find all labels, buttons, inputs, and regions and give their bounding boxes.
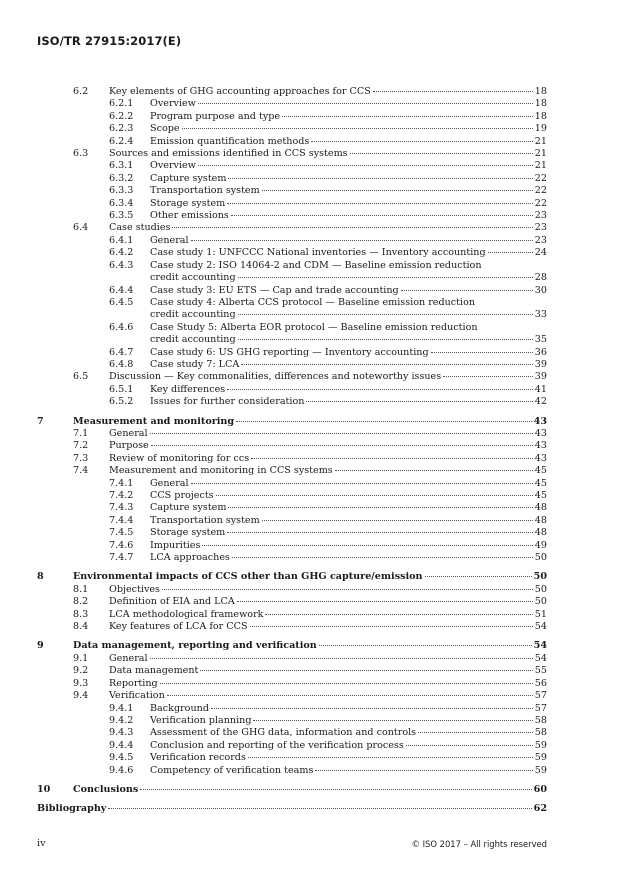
- dot-leader: [250, 626, 533, 627]
- toc-entry-page: 58: [534, 727, 547, 739]
- toc-entry-title: Verification: [109, 690, 165, 702]
- toc-entry-number: 7.1: [73, 427, 89, 439]
- toc-entry-page: 45: [534, 465, 547, 477]
- toc-entry-number: 6.2.4: [109, 135, 134, 147]
- dot-leader: [488, 252, 533, 253]
- dot-leader: [431, 352, 533, 353]
- toc-entry[interactable]: [37, 222, 547, 234]
- toc-entry-title: Scope: [150, 123, 180, 135]
- toc-entry-title: General: [109, 652, 148, 664]
- toc-entry-number: 6.2.2: [109, 110, 134, 122]
- dot-leader: [418, 732, 533, 733]
- toc-entry[interactable]: [37, 416, 547, 428]
- toc-entry[interactable]: [37, 247, 547, 259]
- toc-entry[interactable]: [37, 784, 547, 796]
- toc-entry-number: 8.3: [73, 608, 89, 620]
- toc-entry-page: 56: [534, 677, 547, 689]
- toc-entry[interactable]: [37, 752, 547, 764]
- toc-entry-number: 6.3.4: [109, 197, 134, 209]
- toc-entry-page: 48: [534, 502, 547, 514]
- toc-entry-page: 18: [534, 110, 547, 122]
- toc-entry[interactable]: [37, 727, 547, 739]
- toc-entry-title: Conclusion and reporting of the verification process: [150, 739, 404, 751]
- dot-leader: [211, 708, 533, 709]
- toc-entry-title: Case study 6: US GHG reporting — Inventory accounting: [150, 346, 429, 358]
- toc-entry[interactable]: [37, 740, 547, 752]
- toc-entry[interactable]: [37, 653, 547, 665]
- toc-entry[interactable]: [37, 322, 547, 347]
- toc-entry-number: 6.5: [73, 371, 89, 383]
- toc-entry-page: 41: [534, 383, 547, 395]
- dot-leader: [191, 240, 533, 241]
- dot-leader: [232, 557, 533, 558]
- dot-leader: [282, 116, 533, 117]
- dot-leader: [315, 770, 532, 771]
- toc-entry[interactable]: [37, 540, 547, 552]
- toc-entry-number: 9.4.6: [109, 764, 134, 776]
- toc-entry[interactable]: [37, 198, 547, 210]
- toc-entry-title: Measurement and monitoring in CCS systems: [109, 465, 333, 477]
- toc-entry[interactable]: [37, 584, 547, 596]
- dot-leader: [373, 91, 533, 92]
- toc-entry-page: 45: [534, 477, 547, 489]
- toc-entry-title: Environmental impacts of CCS other than GHG capture/emission: [73, 571, 423, 583]
- toc-entry-page: 35: [534, 334, 547, 346]
- toc-entry-number: 9.4: [73, 690, 89, 702]
- toc-entry-number: 6.4.5: [109, 296, 134, 308]
- dot-leader: [216, 495, 533, 496]
- toc-entry-page: 43: [534, 440, 547, 452]
- toc-entry-page: 24: [534, 247, 547, 259]
- toc-entry[interactable]: [37, 640, 547, 652]
- toc-entry-title: Storage system: [150, 197, 226, 209]
- toc-entry-title: credit accounting: [150, 309, 236, 321]
- dot-leader: [191, 483, 533, 484]
- toc-entry-number: 6.3.2: [109, 172, 134, 184]
- toc-entry-number: 7.2: [73, 440, 89, 452]
- toc-entry[interactable]: [37, 527, 547, 539]
- toc-entry-number: 9.4.1: [109, 702, 134, 714]
- dot-leader: [319, 645, 532, 646]
- toc-entry-page: 28: [534, 272, 547, 284]
- toc-entry[interactable]: [37, 396, 547, 408]
- dot-leader: [172, 227, 532, 228]
- toc-entry-page: 22: [534, 172, 547, 184]
- toc-entry[interactable]: [37, 515, 547, 527]
- toc-entry-page: 36: [534, 346, 547, 358]
- toc-entry-page: 23: [534, 210, 547, 222]
- toc-entry-page: 22: [534, 197, 547, 209]
- toc-entry-title: Overview: [150, 98, 196, 110]
- toc-entry-page: 43: [534, 452, 547, 464]
- toc-entry-page: 62: [533, 803, 547, 815]
- dot-leader: [248, 757, 533, 758]
- dot-leader: [251, 458, 533, 459]
- toc-entry-page: 18: [534, 98, 547, 110]
- toc-entry[interactable]: [37, 715, 547, 727]
- toc-entry-title: Case study 3: EU ETS — Cap and trade accounting: [150, 284, 399, 296]
- toc-entry[interactable]: [37, 359, 547, 371]
- toc-entry[interactable]: [37, 297, 547, 322]
- dot-leader: [151, 445, 533, 446]
- dot-leader: [198, 165, 533, 166]
- toc-entry-title: Verification records: [150, 752, 246, 764]
- toc-entry-page: 21: [534, 135, 547, 147]
- toc-entry-page: 50: [534, 596, 547, 608]
- dot-leader: [227, 389, 533, 390]
- toc-entry-page: 22: [534, 185, 547, 197]
- toc-entry[interactable]: [37, 765, 547, 777]
- dot-leader: [160, 683, 533, 684]
- dot-leader: [262, 520, 533, 521]
- toc-entry-number: 10: [37, 783, 51, 795]
- toc-entry-title: credit accounting: [150, 334, 236, 346]
- dot-leader: [167, 695, 533, 696]
- toc-entry-number: 8.2: [73, 596, 89, 608]
- toc-entry-number: 6.3: [73, 148, 89, 160]
- toc-entry-title: Impurities: [150, 539, 201, 551]
- toc-entry-page: 50: [533, 571, 547, 583]
- dot-leader: [228, 507, 532, 508]
- toc-entry-number: 6.4.8: [109, 358, 134, 370]
- toc-entry-number: 6.2.3: [109, 123, 134, 135]
- toc-entry[interactable]: [37, 371, 547, 383]
- toc-entry-number: 7.4.2: [109, 490, 134, 501]
- toc-entry[interactable]: [37, 173, 547, 185]
- dot-leader: [425, 576, 532, 577]
- toc-entry-page: 39: [534, 371, 547, 383]
- toc-entry[interactable]: [37, 703, 547, 715]
- toc-entry-number: 9.4.2: [109, 714, 134, 726]
- table-of-contents: [37, 86, 547, 816]
- toc-entry-title: Definition of EIA and LCA: [109, 596, 235, 608]
- toc-entry-page: 59: [534, 739, 547, 751]
- dot-leader: [350, 153, 533, 154]
- dot-leader: [150, 658, 533, 659]
- toc-entry-page: 21: [534, 148, 547, 160]
- dot-leader: [227, 203, 533, 204]
- toc-entry-page: 48: [534, 527, 547, 539]
- toc-entry-number: 6.4.3: [109, 259, 134, 271]
- dot-leader: [108, 808, 531, 809]
- toc-entry-number: 7.3: [73, 452, 89, 464]
- toc-entry-number: 7.4.4: [109, 514, 134, 526]
- toc-entry-number: 6.3.3: [109, 185, 134, 197]
- toc-entry-number: 6.2: [73, 86, 89, 97]
- toc-entry-title: Issues for further consideration: [150, 396, 305, 408]
- toc-entry-title: Conclusions: [73, 783, 139, 795]
- toc-entry[interactable]: [37, 490, 547, 502]
- dot-leader: [306, 401, 532, 402]
- toc-entry-title: Verification planning: [150, 714, 252, 726]
- toc-entry[interactable]: [37, 665, 547, 677]
- toc-entry-number: 7.4.6: [109, 539, 134, 551]
- toc-entry-title: Objectives: [109, 583, 160, 595]
- dot-leader: [228, 178, 532, 179]
- dot-leader: [241, 364, 532, 365]
- toc-entry-number: 9.4.3: [109, 727, 134, 739]
- dot-leader: [231, 215, 533, 216]
- toc-entry-title: LCA methodological framework: [109, 608, 264, 620]
- toc-entry-page: 43: [533, 415, 547, 427]
- toc-entry-page: 54: [533, 640, 547, 652]
- toc-entry-page: 30: [534, 284, 547, 296]
- toc-entry-number: 7.4: [73, 465, 89, 477]
- dot-leader: [237, 601, 533, 602]
- toc-entry-page: 45: [534, 490, 547, 501]
- dot-leader: [335, 470, 533, 471]
- toc-entry-title: Competency of verification teams: [150, 764, 314, 776]
- toc-entry-title: credit accounting: [150, 272, 236, 284]
- toc-entry-page: 60: [533, 783, 547, 795]
- toc-entry[interactable]: [37, 621, 547, 633]
- toc-entry-title: Key differences: [150, 383, 226, 395]
- dot-leader: [238, 314, 533, 315]
- toc-entry-title: Key elements of GHG accounting approaches for CCS: [109, 86, 371, 97]
- toc-entry[interactable]: [37, 235, 547, 247]
- dot-leader: [150, 433, 533, 434]
- toc-entry-page: 19: [534, 123, 547, 135]
- dot-leader: [238, 277, 533, 278]
- toc-entry-number: 9.3: [73, 677, 89, 689]
- copyright-notice: © ISO 2017 – All rights reserved: [411, 839, 547, 849]
- toc-entry-title: Case study 7: LCA: [150, 358, 240, 370]
- toc-entry-number: 8.1: [73, 583, 89, 595]
- toc-entry-title: Case Study 5: Alberta EOR protocol — Baseline emission reduction: [150, 321, 478, 333]
- toc-entry[interactable]: [37, 478, 547, 490]
- dot-leader: [182, 128, 533, 129]
- toc-entry-title: Case study 4: Alberta CCS protocol — Baseline emission reduction: [150, 296, 476, 308]
- toc-entry-title: Sources and emissions identified in CCS systems: [109, 148, 348, 160]
- toc-entry-number: 6.4: [73, 222, 89, 234]
- toc-entry[interactable]: [37, 596, 547, 608]
- toc-entry[interactable]: [37, 160, 547, 172]
- toc-entry-title: Data management, reporting and verification: [73, 640, 317, 652]
- toc-entry-number: 6.4.1: [109, 234, 134, 246]
- toc-entry-page: 50: [534, 552, 547, 564]
- toc-entry-title: Case study 1: UNFCCC National inventories — Inventory accounting: [150, 247, 486, 259]
- toc-entry-number: 6.4.2: [109, 247, 134, 259]
- toc-entry-title: Assessment of the GHG data, information and controls: [150, 727, 417, 739]
- dot-leader: [198, 103, 533, 104]
- toc-entry[interactable]: [37, 347, 547, 359]
- toc-entry[interactable]: [37, 428, 547, 440]
- toc-entry[interactable]: [37, 136, 547, 148]
- toc-entry[interactable]: [37, 86, 547, 98]
- toc-entry-title: Capture system: [150, 502, 227, 514]
- toc-entry-number: 7.4.1: [109, 477, 134, 489]
- toc-entry[interactable]: [37, 260, 547, 285]
- toc-entry-title: Key features of LCA for CCS: [109, 621, 248, 633]
- toc-entry[interactable]: [37, 185, 547, 197]
- toc-entry-title: General: [150, 477, 189, 489]
- dot-leader: [202, 545, 532, 546]
- toc-entry-title: LCA approaches: [150, 552, 230, 564]
- toc-entry-number: 7.4.3: [109, 502, 134, 514]
- toc-entry-title: Other emissions: [150, 210, 229, 222]
- toc-entry[interactable]: [37, 285, 547, 297]
- toc-entry[interactable]: [37, 609, 547, 621]
- dot-leader: [200, 670, 532, 671]
- toc-entry-title: Measurement and monitoring: [73, 415, 235, 427]
- toc-entry-title: Emission quantification methods: [150, 135, 310, 147]
- dot-leader: [311, 141, 532, 142]
- toc-entry-title: General: [150, 234, 189, 246]
- dot-leader: [227, 532, 533, 533]
- toc-entry[interactable]: [37, 453, 547, 465]
- document-header: ISO/TR 27915:2017(E): [37, 34, 182, 48]
- toc-entry-number: 9.4.4: [109, 739, 134, 751]
- toc-entry[interactable]: [37, 148, 547, 160]
- toc-entry-number: 9.4.5: [109, 752, 134, 764]
- dot-leader: [162, 589, 533, 590]
- dot-leader: [401, 290, 533, 291]
- toc-entry-page: 18: [534, 86, 547, 97]
- toc-entry-title: Data management: [109, 665, 199, 677]
- toc-entry-page: 21: [534, 160, 547, 172]
- toc-entry-page: 57: [534, 690, 547, 702]
- toc-entry-title: Transportation system: [150, 514, 260, 526]
- toc-entry[interactable]: [37, 678, 547, 690]
- dot-leader: [236, 421, 532, 422]
- toc-entry-page: 33: [534, 309, 547, 321]
- toc-entry-number: 6.3.5: [109, 210, 134, 222]
- toc-entry-number: 6.4.7: [109, 346, 134, 358]
- toc-entry-page: 51: [534, 608, 547, 620]
- toc-entry-number: 8: [37, 571, 44, 583]
- toc-entry-number: 9.2: [73, 665, 89, 677]
- dot-leader: [253, 720, 532, 721]
- toc-entry[interactable]: [37, 111, 547, 123]
- toc-entry-title: Case study 2: ISO 14064-2 and CDM — Baseline emission reduction: [150, 259, 482, 271]
- dot-leader: [265, 614, 532, 615]
- toc-entry-title: Storage system: [150, 527, 226, 539]
- toc-entry-number: 7.4.7: [109, 552, 134, 564]
- dot-leader: [443, 376, 533, 377]
- toc-entry-title: Capture system: [150, 172, 227, 184]
- toc-entry-title: Reporting: [109, 677, 158, 689]
- toc-entry-number: 7.4.5: [109, 527, 134, 539]
- toc-entry[interactable]: [37, 552, 547, 564]
- toc-entry-title: Bibliography: [37, 803, 107, 815]
- toc-entry-page: 54: [534, 652, 547, 664]
- toc-entry-number: 9.1: [73, 652, 89, 664]
- toc-entry-page: 50: [534, 583, 547, 595]
- dot-leader: [238, 339, 533, 340]
- toc-entry-title: General: [109, 427, 148, 439]
- toc-entry-title: Discussion — Key commonalities, differences and noteworthy issues: [109, 371, 442, 383]
- toc-entry-page: 59: [534, 764, 547, 776]
- toc-entry-number: 6.4.4: [109, 284, 134, 296]
- toc-entry-number: 6.5.1: [109, 383, 134, 395]
- toc-entry[interactable]: [37, 690, 547, 702]
- toc-entry-title: Transportation system: [150, 185, 260, 197]
- toc-entry-page: 58: [534, 714, 547, 726]
- toc-entry[interactable]: [37, 571, 547, 583]
- toc-entry-page: 39: [534, 358, 547, 370]
- toc-entry-page: 57: [534, 702, 547, 714]
- toc-entry-number: 6.2.1: [109, 98, 134, 110]
- toc-entry-page: 42: [534, 396, 547, 408]
- toc-entry-title: Program purpose and type: [150, 110, 281, 122]
- toc-entry-number: 6.3.1: [109, 160, 134, 172]
- toc-entry[interactable]: [37, 502, 547, 514]
- toc-entry-page: 23: [534, 234, 547, 246]
- toc-entry-page: 43: [534, 427, 547, 439]
- toc-entry-number: 7: [37, 415, 44, 427]
- toc-entry-page: 48: [534, 514, 547, 526]
- dot-leader: [406, 745, 533, 746]
- toc-entry[interactable]: [37, 210, 547, 222]
- toc-entry-number: 9: [37, 640, 44, 652]
- toc-entry-title: Background: [150, 702, 209, 714]
- toc-entry-page: 49: [534, 539, 547, 551]
- toc-entry-page: 55: [534, 665, 547, 677]
- toc-entry-title: CCS projects: [150, 490, 214, 501]
- toc-entry[interactable]: [37, 123, 547, 135]
- toc-entry-number: 6.4.6: [109, 321, 134, 333]
- toc-entry-page: 59: [534, 752, 547, 764]
- toc-entry[interactable]: [37, 384, 547, 396]
- toc-entry[interactable]: [37, 440, 547, 452]
- toc-entry-title: Purpose: [109, 440, 149, 452]
- toc-entry-title: Overview: [150, 160, 196, 172]
- toc-entry-page: 54: [534, 621, 547, 633]
- toc-entry-page: 23: [534, 222, 547, 234]
- dot-leader: [262, 190, 533, 191]
- toc-entry[interactable]: [37, 98, 547, 110]
- toc-entry-number: 6.5.2: [109, 396, 134, 408]
- toc-entry-title: Review of monitoring for ccs: [109, 452, 250, 464]
- page-number: iv: [37, 838, 46, 849]
- toc-entry-title: Case studies: [109, 222, 171, 234]
- toc-entry[interactable]: [37, 465, 547, 477]
- toc-entry-number: 8.4: [73, 621, 89, 633]
- toc-entry[interactable]: [37, 803, 547, 815]
- dot-leader: [140, 789, 531, 790]
